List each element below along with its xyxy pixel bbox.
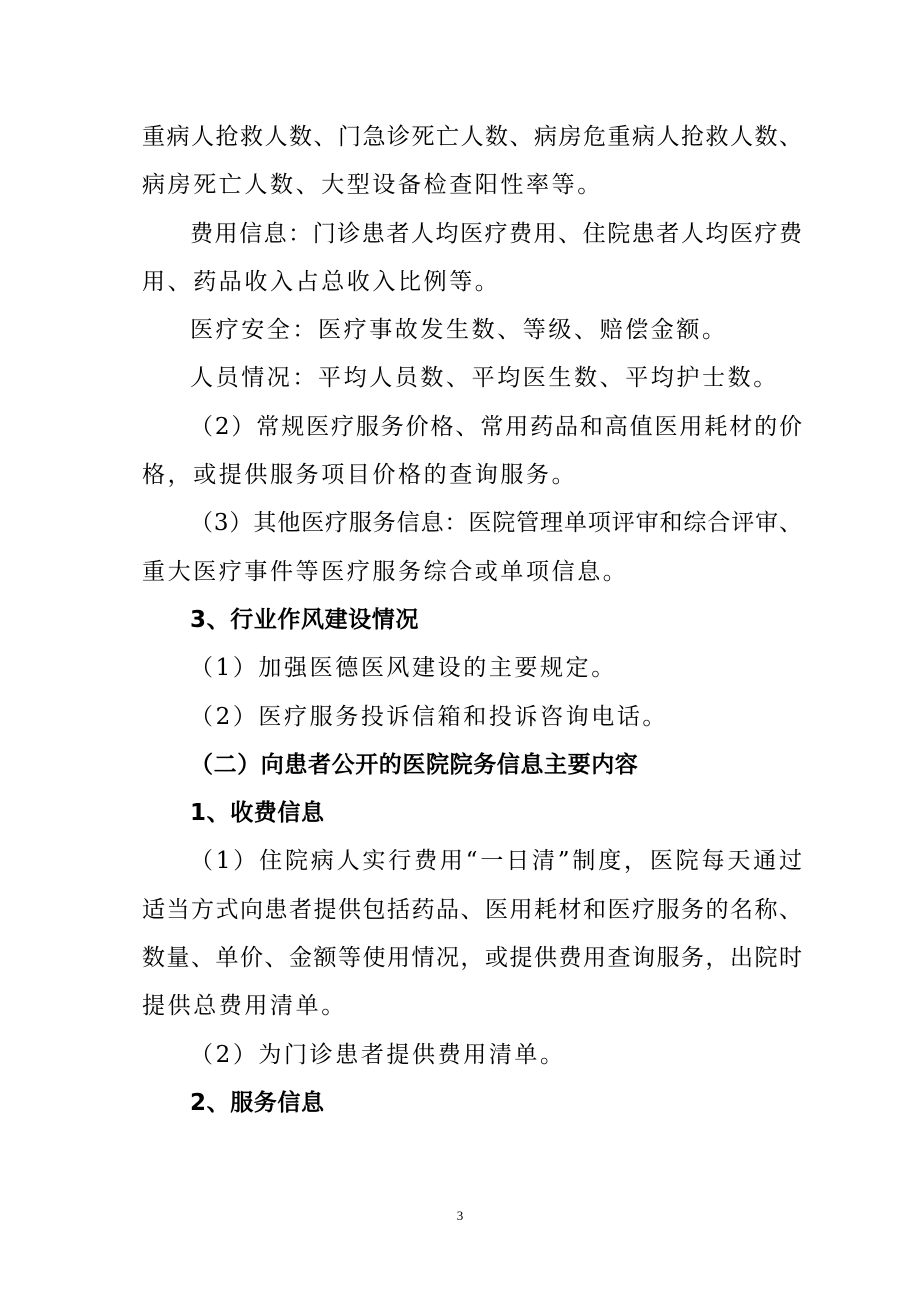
paragraph-line: 病房死亡人数、大型设备检查阳性率等。 [142, 172, 603, 199]
section-heading: 1、收费信息 [190, 800, 325, 827]
paragraph-line: 数量、单价、金额等使用情况，或提供费用查询服务，出院时 [142, 945, 802, 972]
paragraph-line: 重病人抢救人数、门急诊死亡人数、病房危重病人抢救人数、 [142, 124, 802, 150]
paragraph-line: 费用信息：门诊患者人均医疗费用、住院患者人均医疗费 [190, 220, 802, 247]
section-heading: （二）向患者公开的医院院务信息主要内容 [190, 751, 639, 778]
section-heading: 3、行业作风建设情况 [190, 606, 420, 633]
paragraph-line: 格，或提供服务项目价格的查询服务。 [142, 462, 578, 489]
paragraph-line: 人员情况：平均人员数、平均医生数、平均护士数。 [190, 365, 779, 392]
page-number: 3 [456, 1208, 464, 1223]
paragraph-line: （1）住院病人实行费用“一日清”制度，医院每天通过 [190, 848, 802, 875]
paragraph-line: （3）其他医疗服务信息：医院管理单项评审和综合评审、 [190, 510, 802, 537]
paragraph-line: （1）加强医德医风建设的主要规定。 [190, 655, 617, 682]
paragraph-line: （2）医疗服务投诉信箱和投诉咨询电话。 [190, 703, 669, 730]
document-body [142, 113, 802, 1127]
paragraph-line: 用、药品收入占总收入比例等。 [142, 268, 501, 295]
paragraph-line: （2）为门诊患者提供费用清单。 [190, 1041, 566, 1068]
paragraph-line: 适当方式向患者提供包括药品、医用耗材和医疗服务的名称、 [142, 896, 802, 923]
paragraph-line: 医疗安全：医疗事故发生数、等级、赔偿金额。 [190, 317, 728, 344]
paragraph-line: 重大医疗事件等医疗服务综合或单项信息。 [142, 558, 629, 585]
section-heading: 2、服务信息 [190, 1089, 325, 1116]
paragraph-line: （2）常规医疗服务价格、常用药品和高值医用耗材的价 [190, 413, 802, 440]
paragraph-line: 提供总费用清单。 [142, 993, 347, 1020]
